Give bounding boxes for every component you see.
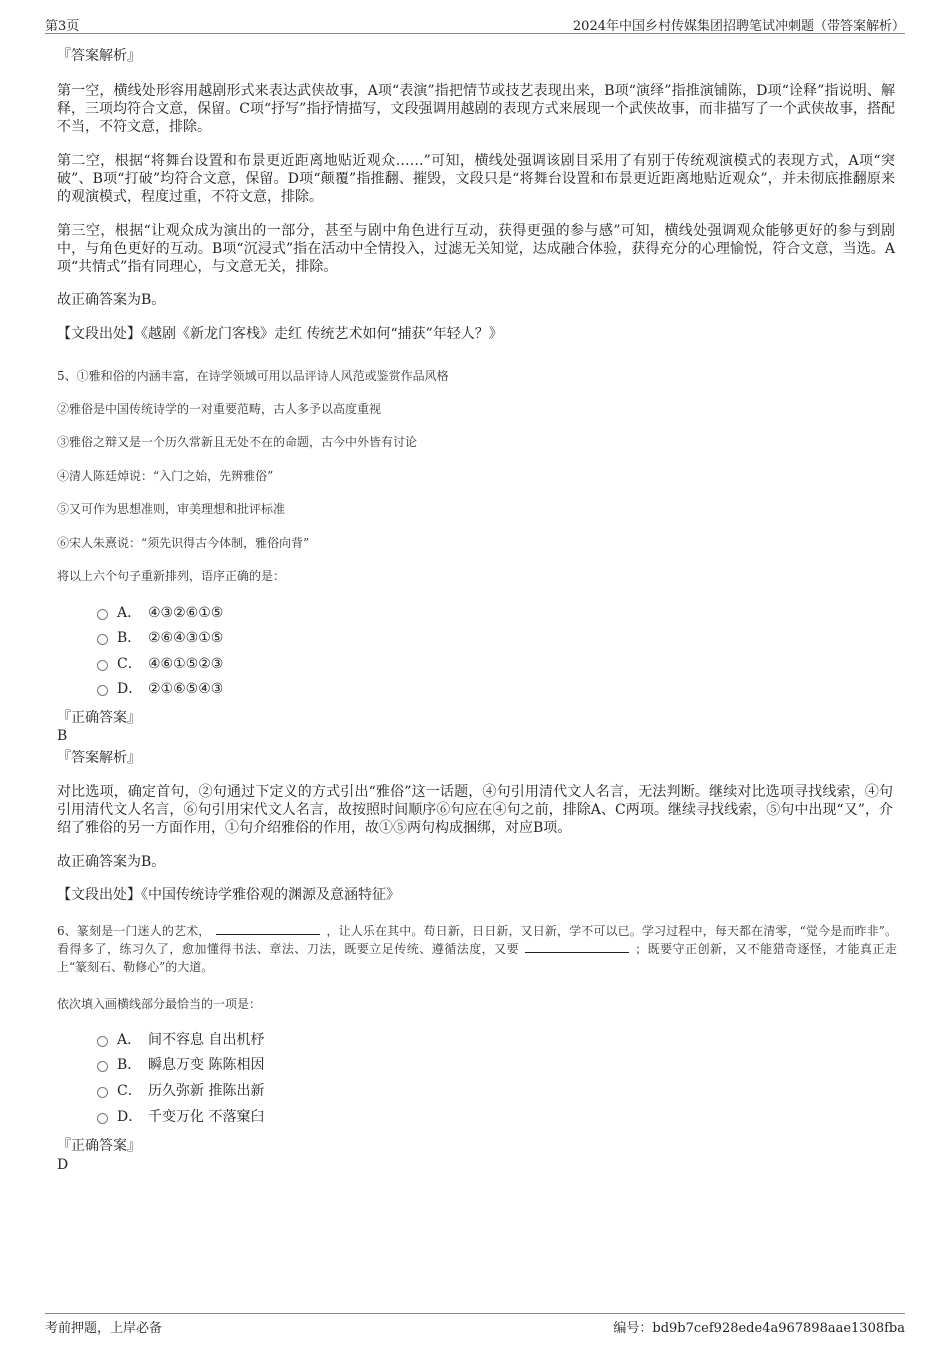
option-text: 历久弥新 推陈出新 [148,1083,265,1099]
q6-stem-part-2: ，让人乐在其中。苟日新，日日新，又日新，学不可以已。学习过程中，每天都在清零，“觉今是而昨非”。看得多了，练习久了，愈加懂得书法、章法、刀法，既要立足传统、遵循法度，又要 [57,924,897,956]
q6-question-prompt: 依次填入画横线部分最恰当的一项是： [57,997,262,1011]
q5-option-c[interactable] [97,655,223,673]
q4-conclusion: 故正确答案为B。 [57,292,166,308]
radio-icon[interactable] [97,1113,108,1124]
radio-icon[interactable] [97,660,108,671]
option-key: D． [117,681,143,697]
q5-analysis: 对比选项，确定首句，②句通过下定义的方式引出“雅俗”这一话题，④句引用清代文人名言，无法判断。继续对比选项寻找线索，④句引用清代文人名言，⑥句引用宋代文人名言，故按照时间顺序⑥句应在④句之前，排除A、C两项。继续寻找线索，⑤句中出现“又”，介绍了雅俗的另一方面作用，①句介绍雅俗的作用，故①⑤两句构成捆绑，对应B项。 [57,784,893,836]
blank-1[interactable] [216,922,320,935]
q4-analysis-para-1: 第一空，横线处形容用越剧形式来表达武侠故事，A项“表演”指把情节或技艺表现出来，B项“演绎”指推演铺陈，D项“诠释”指说明、解释，三项均符合文意，保留。C项“抒写”指抒情描写，文段强调用越剧的表现方式来展现一个武侠故事，而非描写了一个武侠故事，搭配不当，不符文意，排除。 [57,83,895,135]
option-key: B． [117,630,142,646]
q6-stem-part-1: 6、篆刻是一门迷人的艺术， [57,924,211,938]
option-key: A． [117,1032,142,1048]
option-text: ④③②⑥①⑤ [148,605,224,621]
option-key: C． [117,1083,142,1099]
q4-analysis-label: 『答案解析』 [57,48,141,64]
document-title: 2024年中国乡村传媒集团招聘笔试冲刺题（带答案解析） [572,19,905,34]
q6-option-c[interactable] [97,1082,264,1100]
document-id: 编号：bd9b7cef928ede4a967898aae1308fba [613,1321,905,1336]
radio-icon[interactable] [97,685,108,696]
q5-question-prompt: 将以上六个句子重新排列，语序正确的是： [57,569,286,583]
q5-line-6: ⑥宋人朱熹说：“须先识得古今体制，雅俗向背” [57,536,310,550]
option-key: D． [117,1109,143,1125]
option-text: ④⑥①⑤②③ [148,656,224,672]
option-text: 瞬息万变 陈陈相因 [148,1057,265,1073]
q6-option-b[interactable] [97,1056,264,1074]
q5-answer-label: 『正确答案』 [57,710,141,726]
q6-answer: D [57,1157,69,1173]
option-text: 间不容息 自出机杼 [148,1032,265,1048]
q5-line-4: ④清人陈廷焯说：“入门之始，先辨雅俗” [57,469,274,483]
blank-2[interactable] [525,940,629,953]
q4-analysis-para-3: 第三空，根据“让观众成为演出的一部分，甚至与剧中角色进行互动，获得更强的参与感”可知，横线处强调观众能够更好的参与到剧中，与角色更好的互动。B项“沉浸式”指在活动中全情投入，过滤无关知觉，达成融合体验，获得充分的心理愉悦，符合文意，当选。A项“共情式”指有同理心，与文意无关，排除。 [57,223,895,275]
page-footer [45,1313,905,1334]
q5-line-1: 5、①雅和俗的内涵丰富，在诗学领域可用以品评诗人风范或鉴赏作品风格 [57,369,449,383]
radio-icon[interactable] [97,1087,108,1098]
option-key: C． [117,656,142,672]
q6-option-a[interactable] [97,1031,264,1049]
q6-stem-part-3: ；既要守正创新，又不能猎奇逐怪，才能真正走上“篆刻石、勒修心”的大道。 [57,942,897,974]
q5-analysis-label: 『答案解析』 [57,750,141,766]
q5-conclusion: 故正确答案为B。 [57,854,166,870]
radio-icon[interactable] [97,609,108,620]
q5-answer: B [57,728,68,744]
q4-source: 【文段出处】《越剧《新龙门客栈》走红 传统艺术如何“捕获”年轻人？》 [57,326,503,342]
q5-line-5: ⑤又可作为思想准则，审美理想和批评标准 [57,502,286,516]
radio-icon[interactable] [97,634,108,645]
q4-analysis-para-2: 第二空，根据“将舞台设置和布景更近距离地贴近观众……”可知，横线处强调该剧目采用了有别于传统观演模式的表现方式，A项“突破”、B项“打破”均符合文意，保留。D项“颠覆”指推翻、摧毁，文段只是“将舞台设置和布景更近距离地贴近观众”，并未彻底推翻原来的观演模式，程度过重，不符文意，排除。 [57,153,895,205]
option-key: A． [117,605,142,621]
q5-line-3: ③雅俗之辩又是一个历久常新且无处不在的命题，古今中外皆有讨论 [57,435,418,449]
q5-option-b[interactable] [97,629,223,647]
q6-stem [57,922,897,976]
q5-line-2: ②雅俗是中国传统诗学的一对重要范畴，古人多予以高度重视 [57,402,382,416]
page-header [45,13,905,34]
option-key: B． [117,1057,142,1073]
q5-option-d[interactable] [97,680,223,698]
option-text: ②①⑥⑤④③ [148,681,224,697]
q6-option-d[interactable] [97,1108,264,1126]
q6-answer-label: 『正确答案』 [57,1138,141,1154]
q5-option-a[interactable] [97,604,223,622]
footer-slogan: 考前押题，上岸必备 [45,1321,163,1336]
q5-source: 【文段出处】《中国传统诗学雅俗观的渊源及意涵特征》 [57,887,400,903]
page-number: 第3页 [45,19,80,34]
option-text: ②⑥④③①⑤ [148,630,224,646]
option-text: 千变万化 不落窠臼 [148,1109,265,1125]
radio-icon[interactable] [97,1036,108,1047]
radio-icon[interactable] [97,1061,108,1072]
